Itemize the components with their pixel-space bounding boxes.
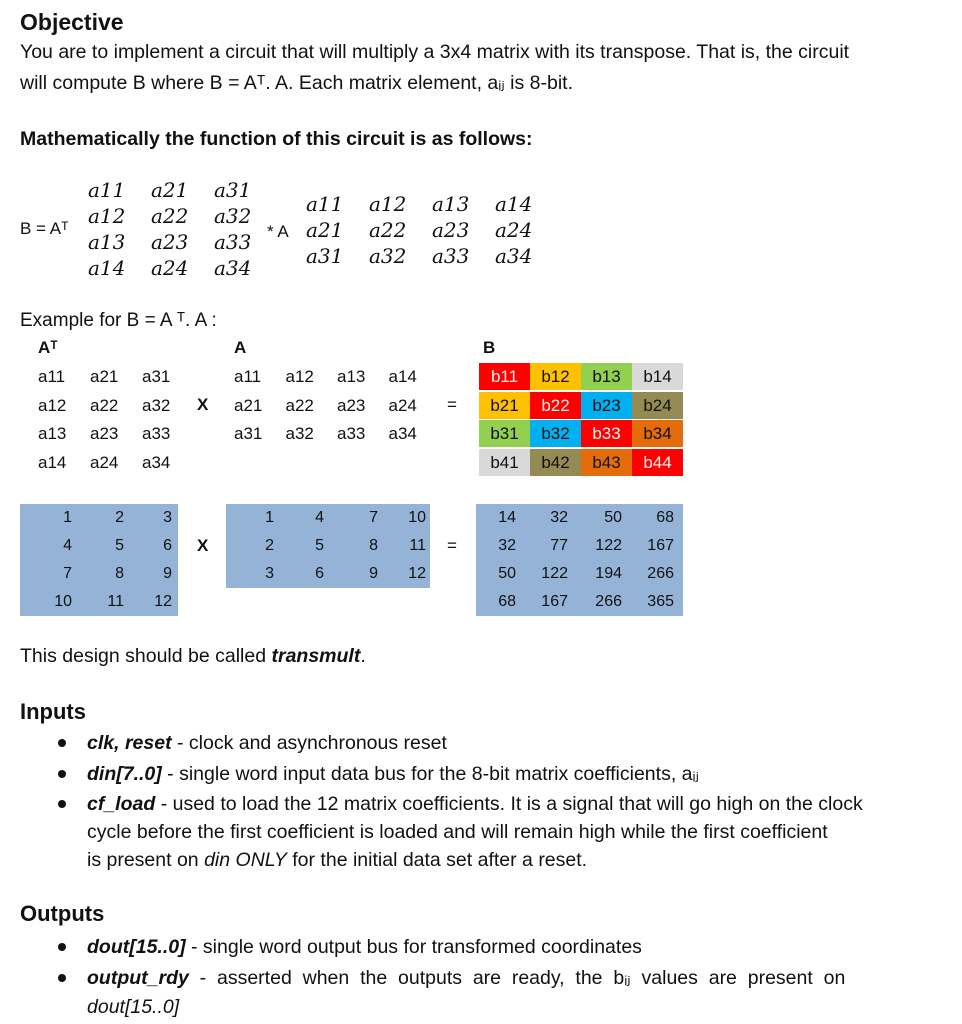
output-item-dout: dout[15..0] - single word output bus for transformed coordinates — [87, 936, 642, 958]
example-a-element: a21 — [234, 395, 263, 415]
b-cell: b11 — [479, 363, 530, 390]
matrix-value: 10 — [54, 593, 72, 610]
example-at-element: a13 — [38, 424, 67, 443]
matrix-value: 5 — [115, 537, 124, 554]
formula-a-element: a23 — [432, 218, 470, 242]
example-at-element: a14 — [38, 452, 67, 472]
numeric-a-matrix — [226, 504, 430, 588]
formula-a-element: a14 — [495, 192, 533, 216]
matrix-value: 50 — [498, 565, 516, 582]
example-a-element: a32 — [285, 424, 314, 443]
matrix-value: 68 — [656, 509, 674, 526]
design-name: transmult — [271, 645, 361, 667]
formula-a-element: a24 — [495, 218, 533, 242]
matrix-value: 122 — [541, 565, 568, 582]
example-a-element: a24 — [388, 395, 417, 415]
b-cell: b12 — [530, 363, 581, 390]
example-at-element: a34 — [142, 452, 171, 472]
example-at-element: a22 — [90, 395, 119, 415]
example-caption: Example for B = A ᵀ. A : — [20, 310, 217, 331]
matrix-value: 365 — [647, 593, 674, 610]
example-a-element: a13 — [337, 367, 366, 386]
example-at-element: a31 — [142, 367, 171, 386]
matrix-value: 68 — [498, 593, 516, 610]
matrix-value: 10 — [408, 509, 426, 526]
matrix-value: 266 — [595, 593, 622, 610]
formula-at-element: a31 — [214, 178, 252, 202]
b-cell: b31 — [479, 420, 530, 447]
matrix-value: 9 — [163, 565, 172, 582]
example-a-element: a22 — [285, 395, 314, 415]
b-cell: b23 — [581, 392, 632, 419]
b-cell: b33 — [581, 420, 632, 447]
input-item-cf-load-line2: cycle before the first coefficient is loaded and will remain high while the first coefficient — [87, 821, 828, 843]
objective-line-1: You are to implement a circuit that will multiply a 3x4 matrix with its transpose. That is, the circuit — [20, 41, 850, 63]
formula-at-element: a33 — [214, 230, 252, 254]
formula-at-element: a24 — [151, 256, 189, 280]
formula-a-element: a11 — [306, 192, 344, 216]
matrix-value: 1 — [265, 509, 274, 526]
b-cell: b43 — [581, 449, 632, 476]
label-b: B — [483, 338, 496, 357]
matrix-value: 6 — [315, 565, 324, 582]
matrix-value: 8 — [115, 565, 124, 582]
formula-at-element: a12 — [88, 204, 126, 228]
b-cell: b34 — [632, 420, 683, 447]
b-cell: b44 — [632, 449, 683, 476]
formula-a-element: a22 — [369, 218, 407, 242]
example-at-element: a11 — [38, 367, 66, 386]
matrix-value: 167 — [541, 593, 568, 610]
matrix-value: 8 — [369, 537, 378, 554]
example-at-element: a12 — [38, 395, 67, 415]
b-cell: b21 — [479, 392, 530, 419]
input-item-din: din[7..0] - single word input data bus for the 8-bit matrix coefficients, aᵢⱼ — [87, 763, 699, 785]
numeric-b-matrix — [476, 504, 683, 616]
b-cell: b13 — [581, 363, 632, 390]
equals-symbol-numeric: = — [447, 536, 457, 555]
output-item-output-rdy-line2: dout[15..0] — [87, 996, 180, 1018]
times-symbol: X — [197, 395, 209, 414]
design-name-line: This design should be called transmult. — [20, 645, 366, 667]
formula-operator: * A — [267, 222, 289, 241]
label-at: Aᵀ — [38, 338, 58, 357]
formula-at-element: a21 — [151, 178, 189, 202]
formula-a-element: a31 — [306, 244, 344, 268]
matrix-value: 32 — [550, 509, 568, 526]
example-at-element: a33 — [142, 424, 171, 443]
matrix-value: 266 — [647, 565, 674, 582]
output-item-output-rdy: output_rdy - asserted when the outputs are ready, the bᵢⱼ values are present on — [87, 967, 846, 989]
b-cell: b24 — [632, 392, 683, 419]
formula-a-element: a13 — [432, 192, 470, 216]
label-a: A — [234, 338, 247, 357]
b-cell: b14 — [632, 363, 683, 390]
times-symbol-numeric: X — [197, 536, 209, 555]
formula-at-element: a34 — [214, 256, 252, 280]
input-item-clk-reset: clk, reset - clock and asynchronous reset — [87, 732, 447, 754]
example-a-element: a23 — [337, 395, 366, 415]
matrix-value: 2 — [115, 509, 124, 526]
matrix-value: 11 — [107, 593, 124, 610]
matrix-value: 11 — [409, 537, 426, 554]
matrix-value: 77 — [550, 537, 568, 554]
example-at-element: a32 — [142, 395, 171, 415]
example-a-element: a14 — [388, 367, 417, 386]
equals-symbol: = — [447, 395, 457, 414]
formula-a-element: a32 — [369, 244, 407, 268]
outputs-heading: Outputs — [20, 901, 105, 926]
example-a-element: a31 — [234, 424, 263, 443]
example-a-element: a11 — [234, 367, 262, 386]
inputs-heading: Inputs — [20, 699, 86, 724]
matrix-value: 2 — [265, 537, 274, 554]
formula-a-element: a12 — [369, 192, 407, 216]
formula-a-element: a34 — [495, 244, 533, 268]
example-at-element: a21 — [90, 367, 119, 386]
numeric-at-matrix — [20, 504, 178, 616]
b-cell: b41 — [479, 449, 530, 476]
math-heading: Mathematically the function of this circuit is as follows: — [20, 128, 533, 150]
input-item-cf-load-line3: is present on din ONLY for the initial data set after a reset. — [87, 849, 588, 871]
matrix-value: 12 — [408, 565, 426, 582]
example-a-element: a34 — [388, 424, 417, 443]
matrix-value: 50 — [604, 509, 622, 526]
formula-a-element: a33 — [432, 244, 470, 268]
matrix-value: 5 — [315, 537, 324, 554]
matrix-value: 1 — [63, 509, 72, 526]
matrix-value: 7 — [63, 565, 72, 582]
matrix-value: 6 — [163, 537, 172, 554]
matrix-value: 7 — [369, 509, 378, 526]
b-cell: b42 — [530, 449, 581, 476]
matrix-value: 4 — [63, 537, 72, 554]
input-item-cf-load: cf_load - used to load the 12 matrix coefficients. It is a signal that will go high on the clock — [87, 793, 863, 815]
formula-a-element: a21 — [306, 218, 344, 242]
formula-at-element: a22 — [151, 204, 189, 228]
matrix-value: 194 — [595, 565, 622, 582]
matrix-value: 32 — [498, 537, 516, 554]
objective-heading: Objective — [20, 9, 124, 35]
formula-at-element: a32 — [214, 204, 252, 228]
formula-lhs: B = Aᵀ — [20, 219, 69, 238]
matrix-value: 9 — [369, 565, 378, 582]
formula-at-element: a23 — [151, 230, 189, 254]
matrix-value: 3 — [163, 509, 172, 526]
b-cell: b32 — [530, 420, 581, 447]
b-cell: b22 — [530, 392, 581, 419]
example-a-element: a33 — [337, 424, 366, 443]
matrix-value: 4 — [315, 509, 324, 526]
example-at-element: a24 — [90, 452, 119, 472]
matrix-value: 3 — [265, 565, 274, 582]
objective-line-2: will compute B where B = Aᵀ. A. Each matrix element, aᵢⱼ is 8-bit. — [20, 72, 574, 94]
example-a-element: a12 — [285, 367, 314, 386]
example-at-element: a23 — [90, 424, 119, 443]
formula-at-element: a14 — [88, 256, 126, 280]
formula-at-element: a13 — [88, 230, 126, 254]
matrix-value: 167 — [647, 537, 674, 554]
matrix-value: 14 — [498, 509, 516, 526]
formula-at-element: a11 — [88, 178, 126, 202]
matrix-value: 122 — [595, 537, 622, 554]
matrix-value: 12 — [154, 593, 172, 610]
